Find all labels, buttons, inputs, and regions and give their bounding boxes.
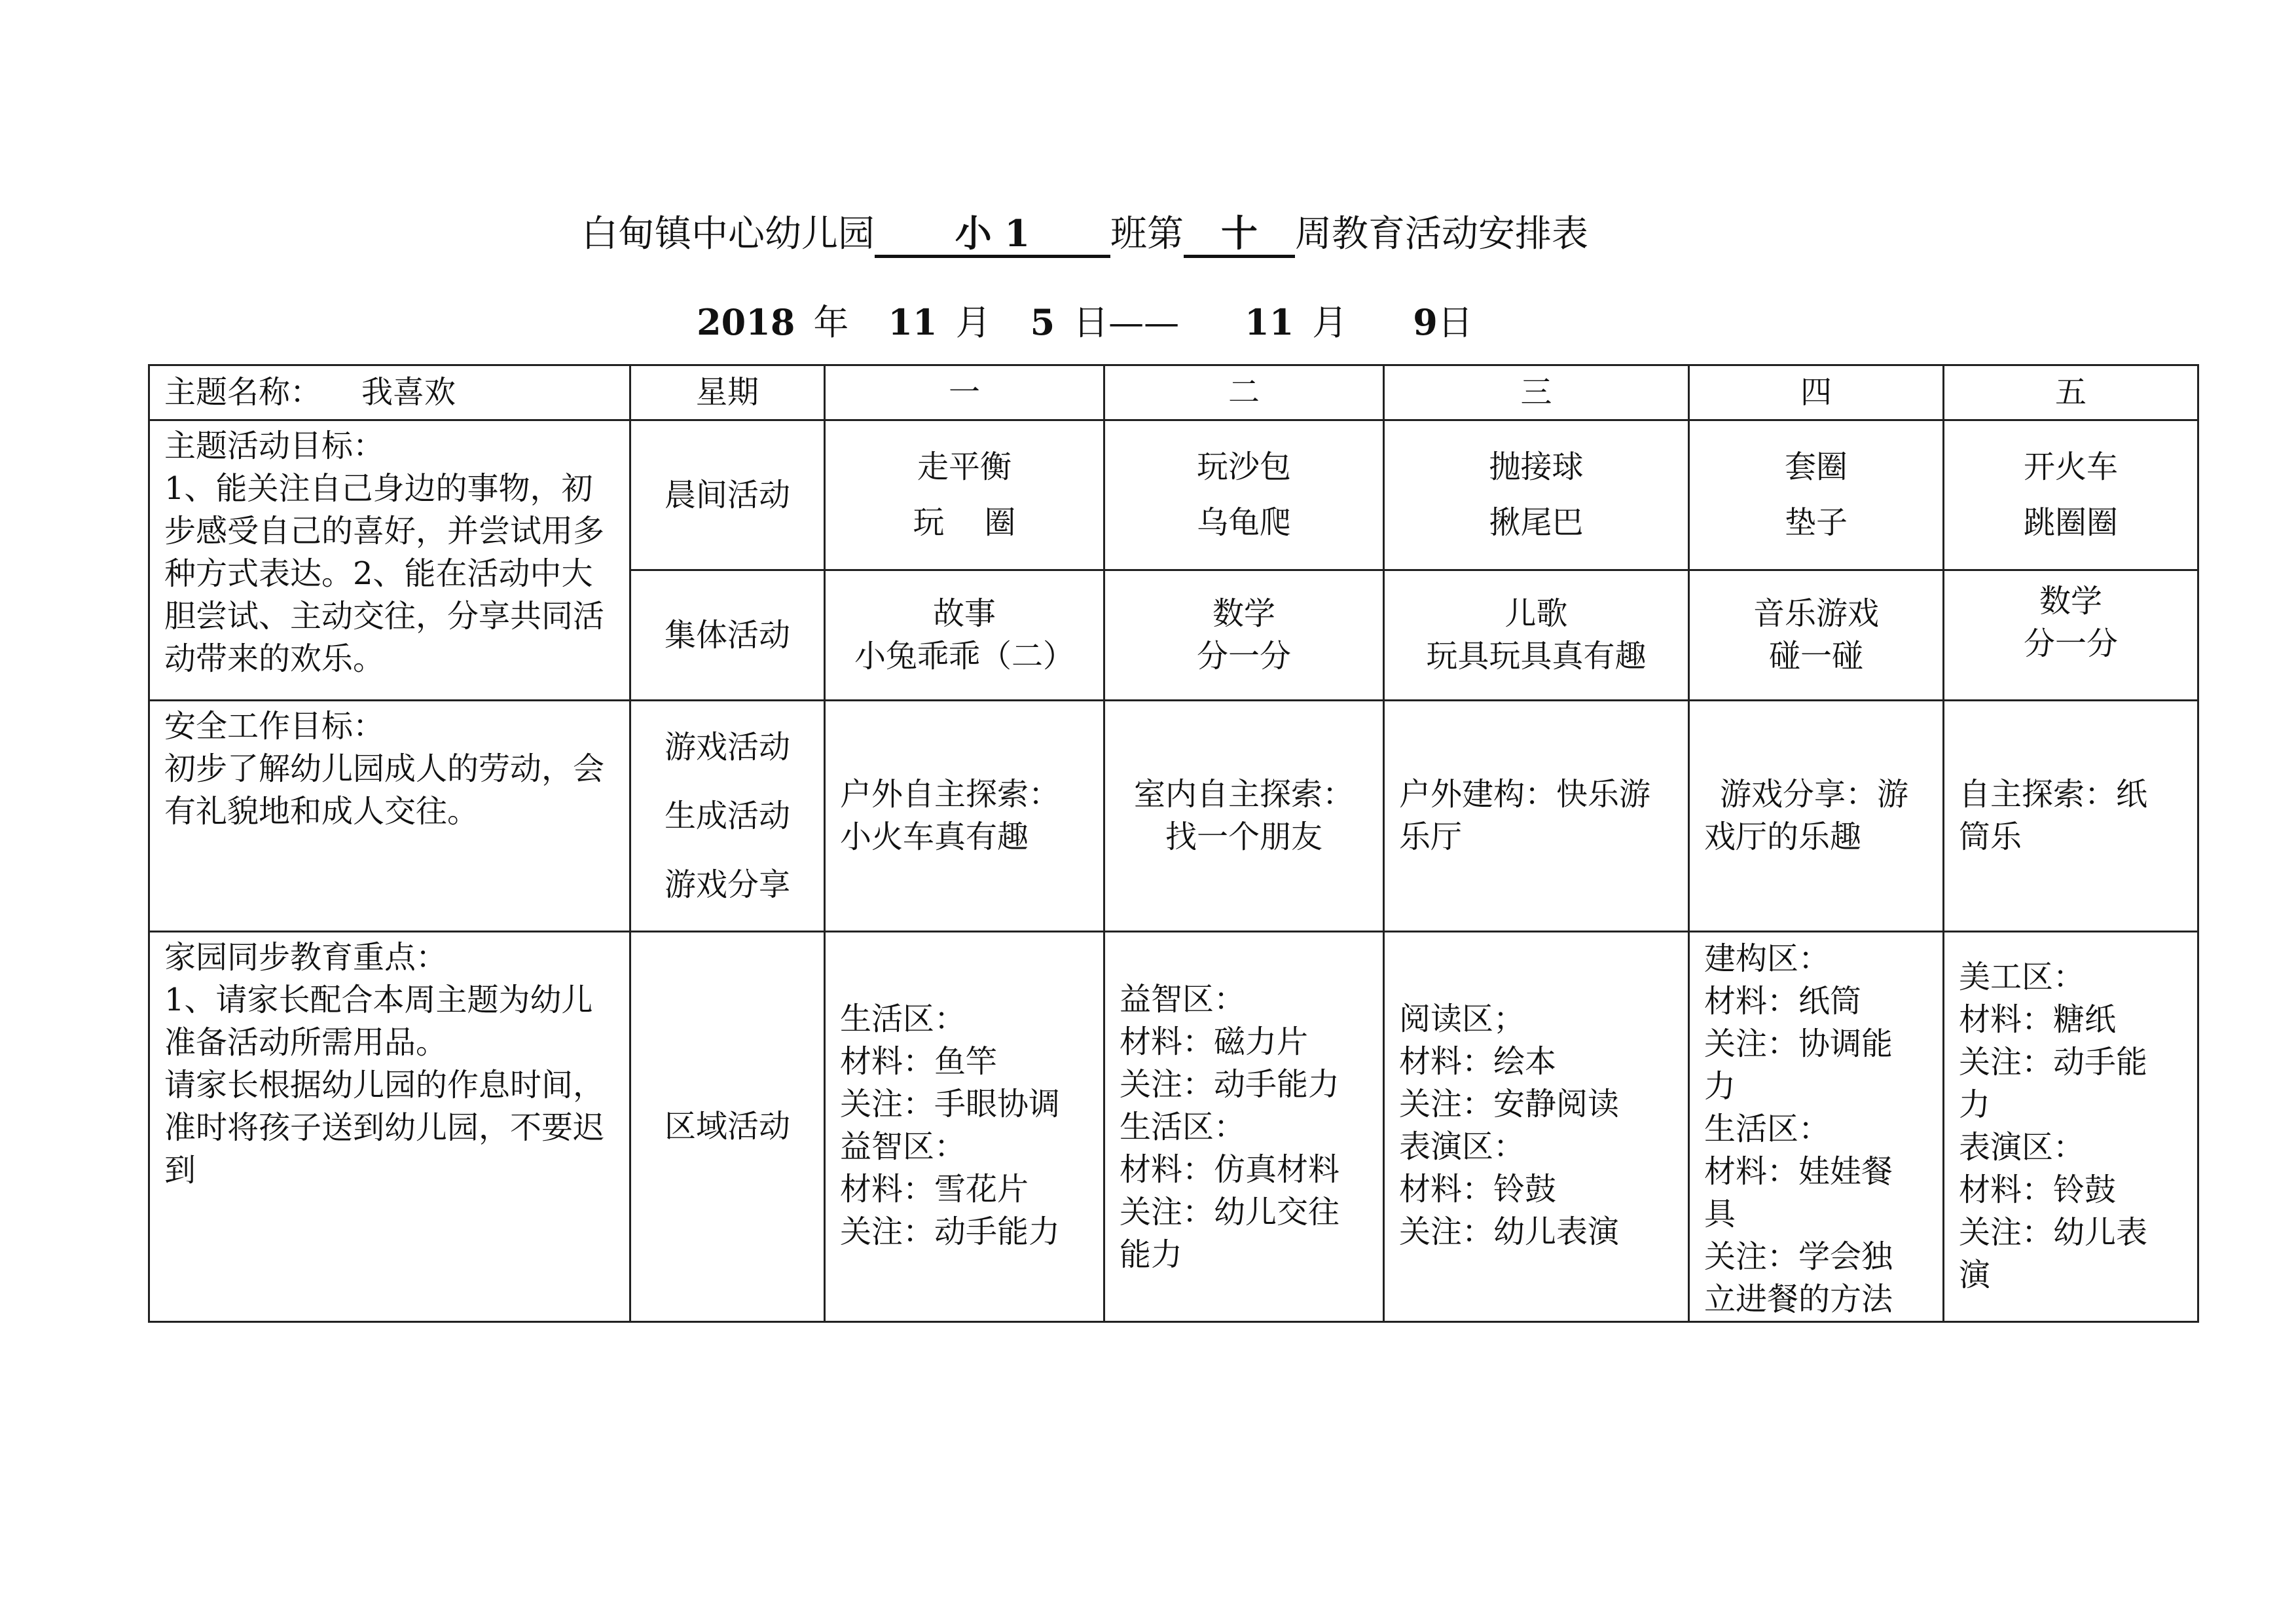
area-tue-line: 材料：磁力片 [1120, 1024, 1309, 1060]
theme-value: 我喜欢 [361, 374, 456, 411]
document-title [0, 208, 2170, 261]
game-mon-line2: 小火车真有趣 [840, 819, 1029, 855]
title-ban: 班第 [1110, 213, 1184, 255]
morning-tue-line1: 玩沙包 [1196, 449, 1291, 485]
area-fri-line: 关注：幼儿表 [1959, 1214, 2148, 1251]
group-fri-line2: 分一分 [2023, 625, 2118, 662]
morning-thu-line1: 套圈 [1784, 449, 1848, 485]
area-wed-line: 关注：幼儿表演 [1399, 1213, 1620, 1250]
area-thu-line: 关注：学会独 [1704, 1238, 1893, 1275]
theme-goal-body: 1、能关注自己身边的事物，初步感受自己的喜好，并尝试用多种方式表达。2、能在活动中大胆尝试、主动交往，分享共同活动带来的欢乐。 [164, 470, 605, 677]
area-cell-fri [1944, 932, 2198, 1322]
group-cell-wed [1384, 570, 1689, 701]
date-end-month-unit: 月 [1312, 302, 1348, 343]
safety-goal-body: 初步了解幼儿园成人的劳动，会有礼貌地和成人交往。 [164, 750, 605, 830]
area-wed-line: 表演区： [1399, 1128, 1525, 1165]
morning-wed-line2: 揪尾巴 [1489, 504, 1584, 541]
day-header-tue: 二 [1104, 365, 1384, 420]
area-cell-mon [825, 932, 1104, 1322]
area-mon-line: 材料：雪花片 [840, 1171, 1029, 1208]
group-thu-line2: 碰一碰 [1768, 638, 1863, 674]
group-cell-fri [1944, 570, 2198, 701]
area-wed-line: 材料：绘本 [1399, 1043, 1557, 1080]
area-cell-wed [1384, 932, 1689, 1322]
area-cell-tue [1104, 932, 1384, 1322]
group-fri-line1: 数学 [2039, 583, 2102, 619]
game-thu-line2: 戏厅的乐趣 [1704, 819, 1862, 855]
date-year-unit: 年 [813, 302, 849, 343]
area-thu-line: 关注：协调能 [1704, 1025, 1893, 1062]
area-thu-line: 建构区： [1704, 940, 1831, 977]
date-start-day: 5 [1030, 301, 1055, 343]
date-end-day: 9 [1413, 301, 1438, 343]
date-start-month: 11 [888, 301, 938, 343]
area-tue-line: 材料：仿真材料 [1120, 1151, 1340, 1188]
day-header-wed: 三 [1384, 365, 1689, 420]
theme-label: 主题名称： [164, 374, 322, 411]
area-fri-line: 力 [1959, 1086, 1991, 1123]
date-day-dash: 日—— [1073, 302, 1180, 343]
title-class-fill: 小 1 [875, 213, 1110, 258]
area-thu-line: 材料：纸筒 [1704, 983, 1862, 1020]
morning-cell-thu [1689, 420, 1944, 570]
day-header-thu: 四 [1689, 365, 1944, 420]
safety-goal-cell [149, 701, 630, 932]
area-row [149, 932, 2198, 1322]
area-thu-line: 具 [1704, 1196, 1736, 1232]
game-tue-line2: 找一个朋友 [1165, 819, 1322, 855]
home-school-line1: 1、请家长配合本周主题为幼儿准备活动所需用品。 [164, 982, 593, 1061]
game-label-3: 游戏分享 [664, 866, 790, 903]
area-tue-line: 益智区： [1120, 981, 1246, 1018]
game-cell-fri [1944, 701, 2198, 932]
game-thu-line1: 游戏分享：游 [1720, 776, 1909, 813]
date-range [0, 296, 2170, 349]
area-tue-line: 关注：幼儿交往 [1120, 1194, 1340, 1230]
home-school-cell [149, 932, 630, 1322]
game-row [149, 701, 2198, 932]
game-fri-line1: 自主探索：纸 [1959, 776, 2148, 813]
day-header-fri: 五 [1944, 365, 2198, 420]
title-week-fill: 十 [1184, 213, 1295, 258]
date-end-day-unit: 日 [1437, 302, 1473, 343]
area-tue-line: 关注：动手能力 [1120, 1066, 1340, 1103]
area-tue-line: 生活区： [1120, 1109, 1246, 1145]
schedule-table [148, 364, 2199, 1323]
morning-wed-line1: 抛接球 [1489, 449, 1584, 485]
morning-cell-tue [1104, 420, 1384, 570]
area-thu-line: 生活区： [1704, 1111, 1831, 1147]
area-mon-line: 关注：手眼协调 [840, 1086, 1061, 1122]
group-mon-line1: 故事 [932, 595, 996, 632]
morning-thu-line2: 垫子 [1784, 504, 1848, 541]
group-wed-line1: 儿歌 [1504, 595, 1568, 632]
theme-name-cell [149, 365, 630, 420]
home-school-line2: 请家长根据幼儿园的作息时间，准时将孩子送到幼儿园，不要迟到 [164, 1067, 605, 1189]
theme-goal-title: 主题活动目标： [164, 428, 385, 464]
group-wed-line2: 玩具玩具真有趣 [1426, 638, 1647, 674]
date-year: 2018 [697, 301, 795, 343]
morning-cell-mon [825, 420, 1104, 570]
date-end-month: 11 [1245, 301, 1294, 343]
game-cell-wed [1384, 701, 1689, 932]
area-fri-line: 材料：糖纸 [1959, 1001, 2117, 1038]
area-wed-line: 阅读区； [1399, 1001, 1525, 1037]
game-wed-line2: 乐厅 [1399, 819, 1463, 855]
game-cell-thu [1689, 701, 1944, 932]
game-tue-line1: 室内自主探索： [1133, 776, 1354, 813]
group-cell-thu [1689, 570, 1944, 701]
title-school: 白甸镇中心幼儿园 [581, 213, 875, 255]
area-tue-line: 能力 [1120, 1236, 1183, 1273]
game-cell-mon [825, 701, 1104, 932]
area-label: 区域活动 [630, 932, 825, 1322]
area-mon-line: 益智区： [840, 1128, 966, 1165]
header-row [149, 365, 2198, 420]
home-school-title: 家园同步教育重点： [164, 939, 448, 976]
game-mon-line1: 户外自主探索： [840, 776, 1061, 813]
morning-cell-wed [1384, 420, 1689, 570]
date-month-unit: 月 [955, 302, 991, 343]
group-thu-line1: 音乐游戏 [1753, 595, 1879, 632]
group-cell-tue [1104, 570, 1384, 701]
morning-fri-line1: 开火车 [2023, 449, 2118, 485]
theme-goal-cell [149, 420, 630, 701]
area-mon-line: 材料：鱼竿 [840, 1043, 998, 1080]
morning-row [149, 420, 2198, 570]
morning-tue-line2: 乌龟爬 [1196, 504, 1291, 541]
game-label-cell [630, 701, 825, 932]
morning-fri-line2: 跳圈圈 [2023, 504, 2118, 541]
area-fri-line: 演 [1959, 1257, 1991, 1293]
game-label-2: 生成活动 [664, 797, 790, 834]
area-fri-line: 表演区： [1959, 1129, 2085, 1166]
group-label: 集体活动 [630, 570, 825, 701]
game-label-1: 游戏活动 [664, 728, 790, 766]
area-thu-line: 立进餐的方法 [1704, 1281, 1893, 1318]
weekday-header: 星期 [630, 365, 825, 420]
area-fri-line: 美工区： [1959, 959, 2085, 995]
title-suffix: 周教育活动安排表 [1295, 213, 1588, 255]
safety-goal-title: 安全工作目标： [164, 708, 385, 745]
morning-cell-fri [1944, 420, 2198, 570]
area-wed-line: 材料：铃鼓 [1399, 1171, 1557, 1208]
area-thu-line: 材料：娃娃餐 [1704, 1153, 1893, 1190]
area-mon-line: 关注：动手能力 [840, 1213, 1061, 1250]
group-mon-line2: 小兔乖乖（二） [854, 638, 1074, 674]
area-thu-line: 力 [1704, 1068, 1736, 1105]
game-fri-line2: 筒乐 [1959, 819, 2022, 855]
group-tue-line1: 数学 [1212, 595, 1275, 632]
area-fri-line: 材料：铃鼓 [1959, 1172, 2117, 1208]
group-tue-line2: 分一分 [1196, 638, 1291, 674]
day-header-mon: 一 [825, 365, 1104, 420]
game-wed-line1: 户外建构：快乐游 [1399, 776, 1651, 813]
morning-label: 晨间活动 [630, 420, 825, 570]
area-mon-line: 生活区： [840, 1001, 966, 1037]
morning-mon-line2: 玩 圈 [913, 504, 1016, 541]
group-cell-mon [825, 570, 1104, 701]
area-wed-line: 关注：安静阅读 [1399, 1086, 1620, 1122]
game-cell-tue [1104, 701, 1384, 932]
morning-mon-line1: 走平衡 [917, 449, 1011, 485]
area-fri-line: 关注：动手能 [1959, 1044, 2148, 1080]
area-cell-thu [1689, 932, 1944, 1322]
